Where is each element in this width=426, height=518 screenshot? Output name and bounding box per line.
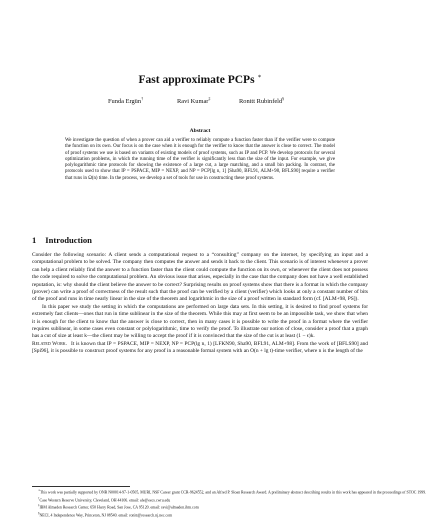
introduction-body (32, 252, 368, 356)
author-3 (239, 96, 284, 105)
footnote-3 (32, 503, 368, 511)
title-footnote-mark: ∗ (257, 74, 262, 80)
author-1-name: Funda Ergün (108, 98, 142, 106)
author-1 (108, 96, 143, 105)
footnote-3-mark: ‡ (38, 503, 40, 508)
paper-title (0, 73, 400, 86)
footnote-1-mark: ∗ (38, 488, 41, 492)
author-3-mark: § (282, 96, 285, 101)
section-heading (32, 235, 92, 245)
author-2-name: Ravi Kumar (177, 98, 209, 106)
footnote-1-text: This work was partially supported by ONR N00014-97-1-0505, MURI, NSF Career grant CCR-9624552, and an Alfred P. Sloan Research Award. A preliminary abstract describing results in this work has appeared in the proceedings of STOC 1999. (40, 490, 426, 495)
author-1-mark: † (141, 96, 144, 101)
title-text: Fast approximate PCPs (138, 73, 255, 86)
section-title: Introduction (45, 235, 92, 245)
author-list (0, 96, 400, 108)
author-2-mark: ‡ (208, 96, 211, 101)
related-work-paragraph (32, 341, 368, 356)
related-work-text: It is known that IP = PSPACE, MIP = NEXP, NP = PCP(lg n, 1) [LFKN90, Sha90, BFL91, ALM+98]. From the work of [BFLS90] and [Spi96], it is possible to construct proof systems for any proof in a reasonable formal system with an O(n + lg t)-time verifier, where n is the length of the (32, 340, 368, 355)
section-number: 1 (32, 235, 37, 245)
footnote-1 (32, 488, 426, 496)
intro-paragraph-1: Consider the following scenario: A client sends a computational request to a “consulting” company on the internet, by specifying an input and a computational problem to be solved. The company then computes the answer and sends it back to the client. This scenario is of interest whenever a prover can help a client reliably find the answer to a function faster than the client could compute the function on its own, or whenever the client does not possess the code required to solve the computational problem. An obvious issue that arises, especially in the case that the company does not have a well established reputation, is: why should the client believe the answer to be correct? Surprising results on proof systems show that there is a format in which the company (prover) can write a proof of correctness of the result such that the proof can be verified by a client (verifier) which looks at only a constant number of bits of the proof and runs in time nearly linear in the size of the theorem and logarithmic in the size of a proof written in standard form (cf. [ALM+98, PS]). (32, 252, 368, 303)
author-3-name: Ronitt Rubinfeld (239, 98, 283, 106)
footnote-2-text: Case Western Reserve University, Cleveland, OH 44106. email: afe@eecs.cwru.edu (39, 497, 171, 502)
related-work-label: Related Work. (32, 340, 68, 347)
footnote-4 (32, 511, 368, 518)
footnote-4-mark: § (38, 510, 40, 515)
intro-paragraph-2: In this paper we study the setting in which the computations are performed on large data sets. In this setting, it is desired to find proof systems for extremely fast clients—ones that run in time sublinear in the size of the theorem. While this may at first seem to be an impossible task, we show that when it is enough for the client to know that the answer is close to correct, then in many cases it is possible to write the proof in a format where the verifier requires sublinear, in some cases even constant or polylogarithmic, time to verify the proof. To illustrate our notion of close, consider a proof that a graph has a cut of size at least k—the client may be willing to accept the proof if it is convinced that the size of the cut is at least (1 − ϵ)k. (32, 303, 368, 340)
abstract-text: We investigate the question of when a prover can aid a verifier to reliably compute a function faster than if the verifier were to compute the function on its own. Our focus is on the case when it is enough for the verifier to know that the answer is close to correct. The model of proof systems we use is based on variants of existing models of proof systems, such as IP and PCP. We develop protocols for several optimization problems, in which the running time of the verifier is significantly less than the size of the input. For example, we give polylogarithmic time protocols for showing the existence of a large cut, a large matching, and a small bin packing. In contrast, the protocols used to show that IP = PSPACE, MIP = NEXP, and NP = PCP[lg n, 1] [Sha90, BFL91, ALM+98, BFLS90] require a verifier that runs in Ω(n) time. In the process, we develop a set of tools for use in constructing these proof systems. (65, 138, 335, 181)
abstract-heading: Abstract (189, 128, 211, 134)
footnote-2-mark: † (38, 495, 40, 500)
author-2 (177, 96, 210, 105)
footnote-3-text: IBM Almaden Research Center, 650 Harry Road, San Jose, CA 95120. email: ravi@almaden.ibm.com (39, 505, 199, 510)
footnote-rule (32, 486, 130, 487)
footnote-2 (32, 496, 368, 504)
footnote-4-text: NECI, 4 Independence Way, Princeton, NJ 08540. email: ronitt@research.nj.nec.com (39, 513, 173, 518)
footnotes (32, 488, 426, 518)
